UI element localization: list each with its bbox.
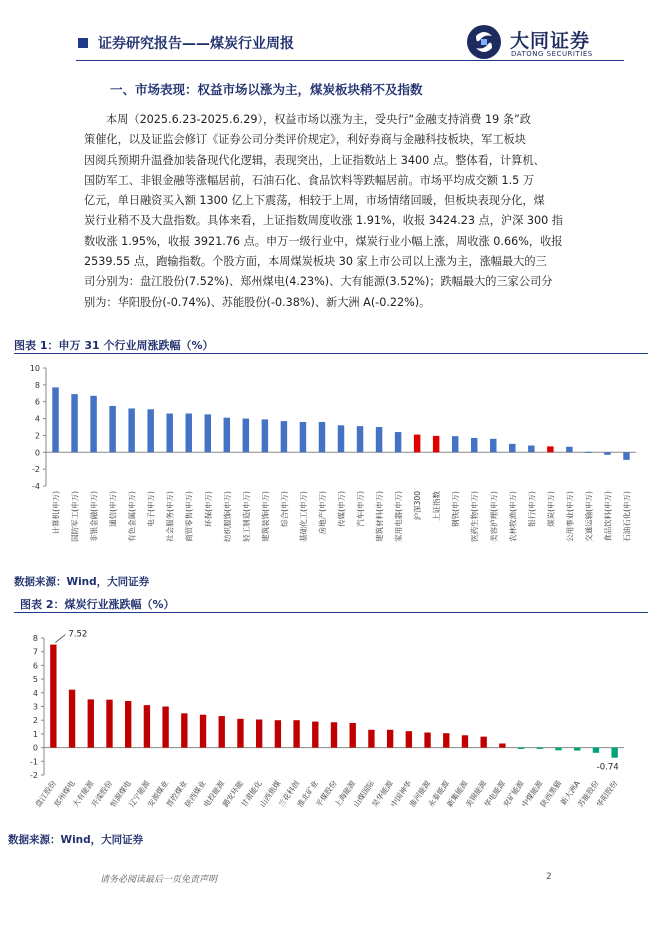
bar — [88, 699, 94, 747]
bar — [293, 720, 299, 747]
x-tick-label: 盘江股份 — [33, 778, 58, 809]
x-tick-label: 环保(申万) — [203, 491, 213, 527]
x-tick-label: 基础化工(申万) — [298, 491, 308, 542]
y-tick-label: 8 — [32, 634, 38, 643]
x-tick-label: 华电能源 — [482, 778, 508, 809]
bar — [243, 419, 249, 453]
bar — [52, 387, 58, 452]
y-tick-label: 10 — [29, 364, 40, 373]
x-tick-label: 兰花科创 — [276, 778, 302, 809]
page-header — [0, 0, 662, 68]
x-tick-label: 山煤国际 — [351, 778, 377, 809]
logo-english-name: DATONG SECURITIES — [511, 50, 593, 58]
bar — [125, 701, 131, 748]
y-tick-label: -2 — [32, 465, 40, 475]
x-tick-label: 交通运输(申万) — [584, 491, 594, 542]
logo-chinese-name: 大同证券 — [510, 30, 591, 52]
bar — [312, 722, 318, 748]
bar — [368, 730, 374, 748]
paragraph-line: 炭行业稍不及大盘指数。具体来看，上证指数周度收涨 1.91%，收报 3424.23 点，沪深 300 指 — [84, 214, 563, 228]
bar — [350, 723, 356, 748]
disclaimer-note: 请务必阅读最后一页免责声明 — [100, 875, 218, 885]
bar — [480, 737, 486, 748]
x-tick-label: 郑州煤电 — [52, 778, 77, 809]
paragraph-line: 司分别为：盘江股份(7.52%)、郑州煤电(4.23%)、大有能源(3.52%)；跌幅最大的三家公司分 — [84, 275, 553, 289]
y-tick-label: 4 — [34, 414, 40, 424]
x-tick-label: 国防军工(申万) — [70, 491, 80, 542]
company-logo — [466, 24, 626, 64]
x-tick-label: 石油石化(申万) — [622, 491, 632, 542]
bar — [224, 418, 230, 453]
bar — [256, 720, 262, 748]
x-tick-label: 安源煤业 — [145, 778, 171, 809]
x-tick-label: 商贸零售(申万) — [184, 491, 194, 542]
paragraph-line: 数收涨 1.95%，收报 3921.76 点。申万一级行业中，煤炭行业小幅上涨，周收涨 0.66%，收报 — [84, 234, 563, 248]
bar — [555, 748, 561, 751]
x-tick-label: 传媒(申万) — [337, 491, 346, 527]
max-value-label: 7.52 — [68, 629, 88, 640]
bar — [593, 748, 599, 753]
y-tick-label: 4 — [32, 688, 38, 698]
bar — [275, 720, 281, 747]
x-tick-label: 兖矿能源 — [501, 778, 526, 809]
x-tick-label: 纺织服饰(申万) — [222, 491, 232, 542]
x-tick-label: 辽宁能源 — [126, 778, 152, 809]
y-tick-label: 3 — [32, 702, 38, 712]
y-tick-label: 5 — [32, 675, 38, 685]
bar — [471, 438, 477, 452]
header-square-icon — [78, 38, 88, 48]
y-tick-label: -2 — [30, 771, 38, 780]
x-tick-label: 社会服务(申万) — [165, 491, 175, 542]
x-tick-label: 银行(申万) — [527, 491, 537, 527]
x-tick-label: 通信(申万) — [108, 491, 118, 527]
figure2-title: 图表 2：煤炭行业涨跌幅（%） — [20, 598, 175, 611]
bar — [90, 396, 96, 452]
bar — [611, 748, 617, 758]
bar — [433, 436, 439, 452]
bar — [566, 447, 572, 453]
industry-return-chart — [14, 358, 648, 570]
logo-mark-icon — [466, 24, 502, 60]
x-tick-label: 综合(申万) — [279, 491, 289, 527]
bar — [414, 435, 420, 453]
x-tick-label: 钢铁(申万) — [451, 491, 461, 527]
bar — [499, 743, 505, 747]
x-tick-label: 大有能源 — [70, 778, 96, 809]
x-tick-label: 有色金属(申万) — [127, 491, 137, 542]
x-tick-label: 潞安环能 — [220, 778, 246, 809]
x-tick-label: 新集能源 — [445, 778, 470, 809]
bar — [200, 715, 206, 748]
bar — [109, 406, 115, 452]
x-tick-label: 计算机(申万) — [51, 491, 61, 535]
x-tick-label: 家用电器(申万) — [394, 491, 404, 542]
bar — [509, 444, 515, 452]
x-tick-label: 中煤能源 — [519, 778, 545, 809]
bar — [604, 452, 610, 455]
paragraph-line: 本周（2025.6.23-2025.6.29），权益市场以涨为主，受央行“金融支持消费 19 条”政 — [106, 113, 531, 126]
y-tick-label: -4 — [32, 482, 40, 491]
bar — [406, 731, 412, 747]
x-tick-label: 汽车(申万) — [356, 491, 366, 527]
x-tick-label: 上证指数 — [432, 491, 442, 521]
x-tick-label: 开滦股份 — [89, 778, 115, 809]
x-tick-label: 电子(申万) — [146, 491, 156, 527]
x-tick-label: 沪深300 — [413, 491, 423, 521]
bar — [547, 446, 553, 452]
x-tick-label: 中国神华 — [388, 778, 414, 809]
y-tick-label: 7 — [32, 647, 38, 657]
y-tick-label: 2 — [34, 431, 40, 441]
page-number: 2 — [546, 872, 552, 882]
figure1-source: 数据来源：Wind，大同证券 — [14, 576, 150, 588]
bar — [319, 422, 325, 452]
paragraph-line: 别为：华阳股份(-0.74%)、苏能股份(-0.38%)、新大洲 A(-0.22%)。 — [84, 295, 431, 309]
bar — [338, 425, 344, 452]
x-tick-label: 苏能股份 — [575, 778, 601, 809]
bar — [585, 452, 591, 453]
coal-stock-return-chart — [14, 620, 648, 825]
x-tick-label: 陕西黑猫 — [538, 778, 564, 809]
x-tick-label: 建筑材料(申万) — [375, 491, 385, 542]
x-tick-label: 上海能源 — [332, 778, 358, 809]
section-heading: 一、市场表现：权益市场以涨为主，煤炭板块稍不及指数 — [110, 82, 423, 97]
x-tick-label: 公用事业(申万) — [565, 491, 575, 542]
bar — [205, 414, 211, 452]
y-tick-label: 0 — [34, 448, 40, 458]
bar — [147, 409, 153, 452]
x-tick-label: 房地产(申万) — [317, 491, 327, 535]
bar — [71, 394, 77, 452]
bar — [262, 419, 268, 452]
figure1-rule — [14, 353, 648, 354]
x-tick-label: 电投能源 — [201, 778, 227, 809]
max-value-leader — [55, 635, 65, 643]
x-tick-label: 美锦能源 — [463, 778, 489, 809]
paragraph-line: 国防军工、非银金融等涨幅居前，石油石化、食品饮料等跌幅居前。市场平均成交额 1.5 万 — [84, 173, 535, 187]
bar — [424, 733, 430, 748]
bar — [69, 690, 75, 748]
y-tick-label: 8 — [34, 380, 40, 390]
x-tick-label: 陕西煤业 — [183, 778, 208, 809]
bar — [357, 426, 363, 452]
bar — [528, 446, 534, 453]
x-tick-label: 昊华能源 — [370, 778, 395, 809]
x-tick-label: 淮北矿业 — [295, 778, 320, 809]
y-tick-label: 6 — [34, 397, 40, 407]
x-tick-label: 非银金融(申万) — [89, 491, 99, 542]
y-tick-label: -1 — [30, 757, 38, 767]
bar — [623, 452, 629, 460]
bar — [186, 414, 192, 453]
bar — [50, 645, 56, 748]
paragraph-line: 策催化，以及证监会修订《证券公司分类评价规定》，利好券商与金融科技板块，军工板块 — [84, 133, 526, 147]
market-summary-paragraph — [84, 110, 629, 313]
x-tick-label: 华阳股份 — [594, 778, 620, 809]
bar — [518, 748, 524, 749]
x-tick-label: 食品饮料(申万) — [603, 491, 613, 542]
y-tick-label: 1 — [32, 729, 38, 739]
x-tick-label: 恒源煤电 — [108, 778, 133, 809]
bar — [395, 432, 401, 452]
bar — [300, 422, 306, 452]
paragraph-line: 因阅兵预期升温叠加装备现代化逻辑，表现突出，上证指数站上 3400 点。整体看，计算机、 — [84, 153, 545, 167]
x-tick-label: 平煤股份 — [314, 778, 339, 809]
bar — [331, 722, 337, 747]
header-title: 证券研究报告——煤炭行业周报 — [98, 36, 294, 52]
header-divider — [76, 60, 624, 61]
x-tick-label: 美容护理(申万) — [489, 491, 499, 542]
y-tick-label: 6 — [32, 661, 38, 671]
x-tick-label: 淮河能源 — [407, 778, 433, 809]
bar — [462, 735, 468, 747]
bar — [237, 719, 243, 748]
y-tick-label: 0 — [32, 743, 38, 753]
figure2-rule — [14, 612, 648, 613]
bar — [281, 421, 287, 452]
paragraph-line: 亿元，单日融资买入额 1300 亿上下震荡，相较于上周，市场情绪回暖，但板块表现分化，煤 — [84, 194, 545, 208]
bar — [219, 716, 225, 748]
bar — [574, 748, 580, 751]
x-tick-label: 晋控煤业 — [164, 778, 189, 809]
bar — [452, 436, 458, 452]
figure1-title: 图表 1：申万 31 个行业周涨跌幅（%） — [14, 339, 214, 352]
x-tick-label: 山西焦煤 — [257, 778, 283, 809]
x-tick-label: 新大洲A — [558, 778, 582, 807]
x-tick-label: 建筑装饰(申万) — [260, 491, 270, 542]
bar — [376, 427, 382, 452]
y-tick-label: 2 — [32, 716, 38, 726]
min-value-label: -0.74 — [596, 762, 619, 773]
bar — [128, 408, 134, 452]
bar — [387, 730, 393, 748]
bar — [490, 439, 496, 452]
bar — [181, 713, 187, 747]
paragraph-line: 2539.55 点，跑输指数。个股方面，本周煤炭板块 30 家上市公司以上涨为主，涨幅最大的三 — [84, 255, 547, 269]
bar — [162, 707, 168, 748]
bar — [443, 733, 449, 747]
bar — [166, 414, 172, 453]
bar — [106, 700, 112, 748]
x-tick-label: 农林牧渔(申万) — [508, 490, 518, 542]
bar — [537, 748, 543, 749]
bar — [144, 705, 150, 747]
x-tick-label: 轻工制造(申万) — [241, 491, 251, 542]
x-tick-label: 甘肃能化 — [239, 778, 264, 809]
x-tick-label: 煤炭(申万) — [546, 491, 556, 527]
x-tick-label: 医药生物(申万) — [470, 491, 480, 542]
x-tick-label: 永泰能源 — [426, 778, 451, 809]
figure2-source: 数据来源：Wind，大同证券 — [8, 834, 144, 846]
